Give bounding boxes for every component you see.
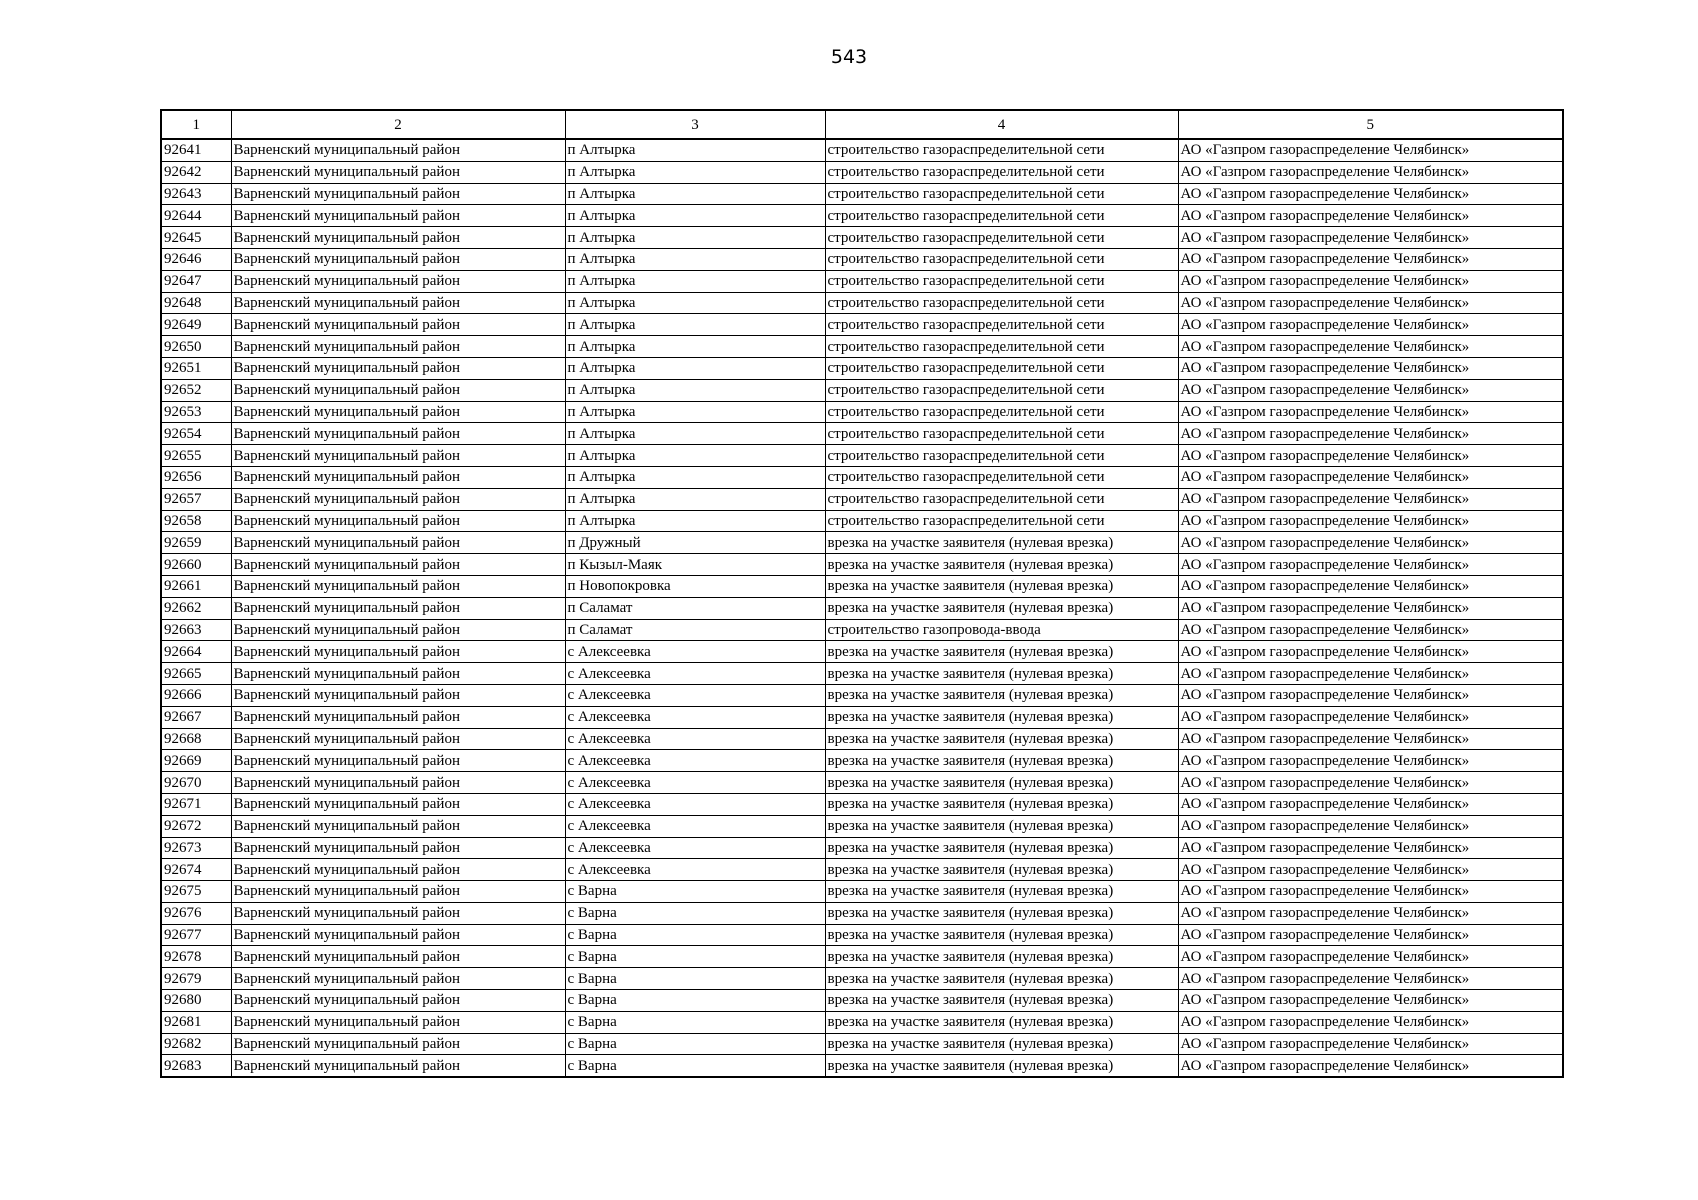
work-type-cell: врезка на участке заявителя (нулевая врезка) (825, 641, 1178, 663)
work-type-cell: врезка на участке заявителя (нулевая врезка) (825, 902, 1178, 924)
organization-cell: АО «Газпром газораспределение Челябинск» (1178, 314, 1563, 336)
table-row (161, 379, 1563, 401)
table-body (161, 139, 1563, 1077)
settlement-cell: с Алексеевка (565, 772, 825, 794)
district-cell: Варненский муниципальный район (231, 314, 565, 336)
settlement-cell: с Алексеевка (565, 815, 825, 837)
table-row (161, 183, 1563, 205)
settlement-cell: п Алтырка (565, 445, 825, 467)
organization-cell: АО «Газпром газораспределение Челябинск» (1178, 401, 1563, 423)
table-row (161, 859, 1563, 881)
table-row (161, 248, 1563, 270)
organization-cell: АО «Газпром газораспределение Челябинск» (1178, 619, 1563, 641)
work-type-cell: врезка на участке заявителя (нулевая врезка) (825, 990, 1178, 1012)
table-row (161, 554, 1563, 576)
table-row (161, 641, 1563, 663)
work-type-cell: врезка на участке заявителя (нулевая врезка) (825, 554, 1178, 576)
district-cell: Варненский муниципальный район (231, 575, 565, 597)
column-header-5: 5 (1178, 110, 1563, 139)
district-cell: Варненский муниципальный район (231, 728, 565, 750)
settlement-cell: п Алтырка (565, 205, 825, 227)
table-row (161, 684, 1563, 706)
district-cell: Варненский муниципальный район (231, 641, 565, 663)
table-row (161, 924, 1563, 946)
column-header-3: 3 (565, 110, 825, 139)
settlement-cell: п Алтырка (565, 139, 825, 161)
settlement-cell: с Алексеевка (565, 706, 825, 728)
organization-cell: АО «Газпром газораспределение Челябинск» (1178, 248, 1563, 270)
settlement-cell: с Варна (565, 881, 825, 903)
organization-cell: АО «Газпром газораспределение Челябинск» (1178, 336, 1563, 358)
settlement-cell: п Алтырка (565, 183, 825, 205)
table-row (161, 336, 1563, 358)
table-row (161, 619, 1563, 641)
organization-cell: АО «Газпром газораспределение Челябинск» (1178, 793, 1563, 815)
organization-cell: АО «Газпром газораспределение Челябинск» (1178, 532, 1563, 554)
work-type-cell: врезка на участке заявителя (нулевая врезка) (825, 968, 1178, 990)
record-number-cell: 92664 (161, 641, 231, 663)
settlement-cell: п Алтырка (565, 292, 825, 314)
table-row (161, 1033, 1563, 1055)
organization-cell: АО «Газпром газораспределение Челябинск» (1178, 1033, 1563, 1055)
work-type-cell: врезка на участке заявителя (нулевая врезка) (825, 575, 1178, 597)
record-number-cell: 92647 (161, 270, 231, 292)
organization-cell: АО «Газпром газораспределение Челябинск» (1178, 706, 1563, 728)
work-type-cell: врезка на участке заявителя (нулевая врезка) (825, 837, 1178, 859)
district-cell: Варненский муниципальный район (231, 990, 565, 1012)
work-type-cell: строительство газораспределительной сети (825, 227, 1178, 249)
organization-cell: АО «Газпром газораспределение Челябинск» (1178, 837, 1563, 859)
work-type-cell: строительство газораспределительной сети (825, 292, 1178, 314)
organization-cell: АО «Газпром газораспределение Челябинск» (1178, 968, 1563, 990)
work-type-cell: строительство газораспределительной сети (825, 488, 1178, 510)
settlement-cell: п Дружный (565, 532, 825, 554)
district-cell: Варненский муниципальный район (231, 706, 565, 728)
organization-cell: АО «Газпром газораспределение Челябинск» (1178, 902, 1563, 924)
organization-cell: АО «Газпром газораспределение Челябинск» (1178, 750, 1563, 772)
table-row (161, 205, 1563, 227)
settlement-cell: п Кызыл-Маяк (565, 554, 825, 576)
table-row (161, 968, 1563, 990)
record-number-cell: 92665 (161, 663, 231, 685)
district-cell: Варненский муниципальный район (231, 881, 565, 903)
table-row (161, 597, 1563, 619)
settlement-cell: с Варна (565, 968, 825, 990)
record-number-cell: 92651 (161, 357, 231, 379)
table-header (161, 110, 1563, 139)
settlement-cell: с Варна (565, 1033, 825, 1055)
district-cell: Варненский муниципальный район (231, 902, 565, 924)
record-number-cell: 92681 (161, 1011, 231, 1033)
organization-cell: АО «Газпром газораспределение Челябинск» (1178, 990, 1563, 1012)
settlement-cell: п Алтырка (565, 314, 825, 336)
table-row (161, 946, 1563, 968)
work-type-cell: строительство газораспределительной сети (825, 139, 1178, 161)
work-type-cell: строительство газораспределительной сети (825, 357, 1178, 379)
page-number: 543 (830, 46, 868, 68)
work-type-cell: врезка на участке заявителя (нулевая врезка) (825, 1033, 1178, 1055)
district-cell: Варненский муниципальный район (231, 597, 565, 619)
settlement-cell: с Алексеевка (565, 728, 825, 750)
work-type-cell: строительство газораспределительной сети (825, 183, 1178, 205)
table-row (161, 750, 1563, 772)
district-cell: Варненский муниципальный район (231, 532, 565, 554)
table-row (161, 423, 1563, 445)
work-type-cell: врезка на участке заявителя (нулевая врезка) (825, 663, 1178, 685)
organization-cell: АО «Газпром газораспределение Челябинск» (1178, 575, 1563, 597)
table-row (161, 401, 1563, 423)
table-row (161, 990, 1563, 1012)
district-cell: Варненский муниципальный район (231, 924, 565, 946)
table-row (161, 314, 1563, 336)
record-number-cell: 92671 (161, 793, 231, 815)
organization-cell: АО «Газпром газораспределение Челябинск» (1178, 1055, 1563, 1077)
record-number-cell: 92669 (161, 750, 231, 772)
settlement-cell: п Алтырка (565, 510, 825, 532)
settlement-cell: с Варна (565, 924, 825, 946)
work-type-cell: врезка на участке заявителя (нулевая врезка) (825, 793, 1178, 815)
header-row (161, 110, 1563, 139)
table-row (161, 1011, 1563, 1033)
record-number-cell: 92654 (161, 423, 231, 445)
record-number-cell: 92641 (161, 139, 231, 161)
record-number-cell: 92655 (161, 445, 231, 467)
district-cell: Варненский муниципальный район (231, 793, 565, 815)
district-cell: Варненский муниципальный район (231, 292, 565, 314)
work-type-cell: строительство газораспределительной сети (825, 445, 1178, 467)
record-number-cell: 92658 (161, 510, 231, 532)
table-row (161, 532, 1563, 554)
settlement-cell: с Алексеевка (565, 859, 825, 881)
table-row (161, 161, 1563, 183)
record-number-cell: 92666 (161, 684, 231, 706)
column-header-4: 4 (825, 110, 1178, 139)
table-row (161, 815, 1563, 837)
table-row (161, 1055, 1563, 1077)
settlement-cell: п Алтырка (565, 161, 825, 183)
record-number-cell: 92662 (161, 597, 231, 619)
district-cell: Варненский муниципальный район (231, 663, 565, 685)
organization-cell: АО «Газпром газораспределение Челябинск» (1178, 510, 1563, 532)
settlement-cell: п Алтырка (565, 423, 825, 445)
settlement-cell: п Саламат (565, 597, 825, 619)
settlement-cell: п Алтырка (565, 270, 825, 292)
table-row (161, 881, 1563, 903)
organization-cell: АО «Газпром газораспределение Челябинск» (1178, 554, 1563, 576)
record-number-cell: 92675 (161, 881, 231, 903)
settlement-cell: с Варна (565, 1055, 825, 1077)
record-number-cell: 92667 (161, 706, 231, 728)
table-row (161, 793, 1563, 815)
work-type-cell: врезка на участке заявителя (нулевая врезка) (825, 532, 1178, 554)
district-cell: Варненский муниципальный район (231, 445, 565, 467)
work-type-cell: врезка на участке заявителя (нулевая врезка) (825, 750, 1178, 772)
district-cell: Варненский муниципальный район (231, 161, 565, 183)
district-cell: Варненский муниципальный район (231, 466, 565, 488)
record-number-cell: 92657 (161, 488, 231, 510)
organization-cell: АО «Газпром газораспределение Челябинск» (1178, 859, 1563, 881)
table-row (161, 292, 1563, 314)
record-number-cell: 92649 (161, 314, 231, 336)
work-type-cell: строительство газораспределительной сети (825, 248, 1178, 270)
organization-cell: АО «Газпром газораспределение Челябинск» (1178, 183, 1563, 205)
record-number-cell: 92678 (161, 946, 231, 968)
table-row (161, 445, 1563, 467)
record-number-cell: 92644 (161, 205, 231, 227)
work-type-cell: врезка на участке заявителя (нулевая врезка) (825, 815, 1178, 837)
table-row (161, 728, 1563, 750)
organization-cell: АО «Газпром газораспределение Челябинск» (1178, 357, 1563, 379)
district-cell: Варненский муниципальный район (231, 336, 565, 358)
record-number-cell: 92674 (161, 859, 231, 881)
record-number-cell: 92656 (161, 466, 231, 488)
work-type-cell: строительство газораспределительной сети (825, 423, 1178, 445)
work-type-cell: врезка на участке заявителя (нулевая врезка) (825, 772, 1178, 794)
work-type-cell: врезка на участке заявителя (нулевая врезка) (825, 924, 1178, 946)
record-number-cell: 92646 (161, 248, 231, 270)
work-type-cell: врезка на участке заявителя (нулевая врезка) (825, 881, 1178, 903)
organization-cell: АО «Газпром газораспределение Челябинск» (1178, 466, 1563, 488)
settlement-cell: п Новопокровка (565, 575, 825, 597)
work-type-cell: врезка на участке заявителя (нулевая врезка) (825, 859, 1178, 881)
district-cell: Варненский муниципальный район (231, 684, 565, 706)
table-row (161, 837, 1563, 859)
record-number-cell: 92682 (161, 1033, 231, 1055)
table-row (161, 663, 1563, 685)
table-row (161, 575, 1563, 597)
table-row (161, 466, 1563, 488)
record-number-cell: 92643 (161, 183, 231, 205)
district-cell: Варненский муниципальный район (231, 946, 565, 968)
work-type-cell: врезка на участке заявителя (нулевая врезка) (825, 684, 1178, 706)
record-number-cell: 92642 (161, 161, 231, 183)
settlement-cell: п Алтырка (565, 227, 825, 249)
table-row (161, 270, 1563, 292)
record-number-cell: 92663 (161, 619, 231, 641)
table-row (161, 139, 1563, 161)
district-cell: Варненский муниципальный район (231, 510, 565, 532)
record-number-cell: 92668 (161, 728, 231, 750)
district-cell: Варненский муниципальный район (231, 270, 565, 292)
record-number-cell: 92673 (161, 837, 231, 859)
organization-cell: АО «Газпром газораспределение Челябинск» (1178, 946, 1563, 968)
district-cell: Варненский муниципальный район (231, 379, 565, 401)
table-row (161, 772, 1563, 794)
settlement-cell: с Алексеевка (565, 837, 825, 859)
column-header-1: 1 (161, 110, 231, 139)
registry-table (160, 109, 1564, 1078)
district-cell: Варненский муниципальный район (231, 750, 565, 772)
record-number-cell: 92680 (161, 990, 231, 1012)
record-number-cell: 92670 (161, 772, 231, 794)
district-cell: Варненский муниципальный район (231, 183, 565, 205)
settlement-cell: с Алексеевка (565, 641, 825, 663)
record-number-cell: 92679 (161, 968, 231, 990)
record-number-cell: 92683 (161, 1055, 231, 1077)
district-cell: Варненский муниципальный район (231, 619, 565, 641)
table-row (161, 227, 1563, 249)
settlement-cell: п Алтырка (565, 466, 825, 488)
organization-cell: АО «Газпром газораспределение Челябинск» (1178, 728, 1563, 750)
table-row (161, 510, 1563, 532)
district-cell: Варненский муниципальный район (231, 968, 565, 990)
district-cell: Варненский муниципальный район (231, 357, 565, 379)
district-cell: Варненский муниципальный район (231, 1011, 565, 1033)
column-header-2: 2 (231, 110, 565, 139)
record-number-cell: 92676 (161, 902, 231, 924)
district-cell: Варненский муниципальный район (231, 1033, 565, 1055)
district-cell: Варненский муниципальный район (231, 248, 565, 270)
work-type-cell: врезка на участке заявителя (нулевая врезка) (825, 597, 1178, 619)
organization-cell: АО «Газпром газораспределение Челябинск» (1178, 663, 1563, 685)
work-type-cell: врезка на участке заявителя (нулевая врезка) (825, 728, 1178, 750)
settlement-cell: с Алексеевка (565, 793, 825, 815)
table-row (161, 488, 1563, 510)
district-cell: Варненский муниципальный район (231, 227, 565, 249)
record-number-cell: 92672 (161, 815, 231, 837)
work-type-cell: строительство газораспределительной сети (825, 401, 1178, 423)
record-number-cell: 92661 (161, 575, 231, 597)
record-number-cell: 92677 (161, 924, 231, 946)
work-type-cell: строительство газораспределительной сети (825, 161, 1178, 183)
work-type-cell: строительство газораспределительной сети (825, 379, 1178, 401)
settlement-cell: п Алтырка (565, 248, 825, 270)
organization-cell: АО «Газпром газораспределение Челябинск» (1178, 270, 1563, 292)
settlement-cell: п Алтырка (565, 488, 825, 510)
district-cell: Варненский муниципальный район (231, 139, 565, 161)
work-type-cell: строительство газораспределительной сети (825, 510, 1178, 532)
work-type-cell: строительство газораспределительной сети (825, 466, 1178, 488)
district-cell: Варненский муниципальный район (231, 401, 565, 423)
organization-cell: АО «Газпром газораспределение Челябинск» (1178, 139, 1563, 161)
settlement-cell: с Варна (565, 990, 825, 1012)
district-cell: Варненский муниципальный район (231, 772, 565, 794)
settlement-cell: с Алексеевка (565, 663, 825, 685)
settlement-cell: п Алтырка (565, 401, 825, 423)
table-row (161, 902, 1563, 924)
organization-cell: АО «Газпром газораспределение Челябинск» (1178, 488, 1563, 510)
work-type-cell: строительство газораспределительной сети (825, 314, 1178, 336)
record-number-cell: 92660 (161, 554, 231, 576)
record-number-cell: 92659 (161, 532, 231, 554)
record-number-cell: 92653 (161, 401, 231, 423)
organization-cell: АО «Газпром газораспределение Челябинск» (1178, 161, 1563, 183)
settlement-cell: п Алтырка (565, 336, 825, 358)
work-type-cell: врезка на участке заявителя (нулевая врезка) (825, 946, 1178, 968)
district-cell: Варненский муниципальный район (231, 859, 565, 881)
organization-cell: АО «Газпром газораспределение Челябинск» (1178, 815, 1563, 837)
table-row (161, 706, 1563, 728)
organization-cell: АО «Газпром газораспределение Челябинск» (1178, 772, 1563, 794)
district-cell: Варненский муниципальный район (231, 1055, 565, 1077)
district-cell: Варненский муниципальный район (231, 488, 565, 510)
organization-cell: АО «Газпром газораспределение Челябинск» (1178, 205, 1563, 227)
settlement-cell: с Алексеевка (565, 750, 825, 772)
organization-cell: АО «Газпром газораспределение Челябинск» (1178, 684, 1563, 706)
settlement-cell: с Варна (565, 946, 825, 968)
work-type-cell: строительство газопровода-ввода (825, 619, 1178, 641)
organization-cell: АО «Газпром газораспределение Челябинск» (1178, 379, 1563, 401)
work-type-cell: строительство газораспределительной сети (825, 336, 1178, 358)
work-type-cell: врезка на участке заявителя (нулевая врезка) (825, 1055, 1178, 1077)
settlement-cell: с Алексеевка (565, 684, 825, 706)
work-type-cell: строительство газораспределительной сети (825, 270, 1178, 292)
district-cell: Варненский муниципальный район (231, 205, 565, 227)
record-number-cell: 92652 (161, 379, 231, 401)
district-cell: Варненский муниципальный район (231, 815, 565, 837)
district-cell: Варненский муниципальный район (231, 837, 565, 859)
settlement-cell: п Алтырка (565, 379, 825, 401)
organization-cell: АО «Газпром газораспределение Челябинск» (1178, 641, 1563, 663)
organization-cell: АО «Газпром газораспределение Челябинск» (1178, 423, 1563, 445)
district-cell: Варненский муниципальный район (231, 554, 565, 576)
settlement-cell: с Варна (565, 902, 825, 924)
work-type-cell: врезка на участке заявителя (нулевая врезка) (825, 706, 1178, 728)
record-number-cell: 92645 (161, 227, 231, 249)
work-type-cell: строительство газораспределительной сети (825, 205, 1178, 227)
record-number-cell: 92648 (161, 292, 231, 314)
settlement-cell: п Саламат (565, 619, 825, 641)
organization-cell: АО «Газпром газораспределение Челябинск» (1178, 924, 1563, 946)
work-type-cell: врезка на участке заявителя (нулевая врезка) (825, 1011, 1178, 1033)
record-number-cell: 92650 (161, 336, 231, 358)
district-cell: Варненский муниципальный район (231, 423, 565, 445)
organization-cell: АО «Газпром газораспределение Челябинск» (1178, 445, 1563, 467)
settlement-cell: п Алтырка (565, 357, 825, 379)
organization-cell: АО «Газпром газораспределение Челябинск» (1178, 227, 1563, 249)
organization-cell: АО «Газпром газораспределение Челябинск» (1178, 1011, 1563, 1033)
table-row (161, 357, 1563, 379)
organization-cell: АО «Газпром газораспределение Челябинск» (1178, 292, 1563, 314)
organization-cell: АО «Газпром газораспределение Челябинск» (1178, 881, 1563, 903)
organization-cell: АО «Газпром газораспределение Челябинск» (1178, 597, 1563, 619)
settlement-cell: с Варна (565, 1011, 825, 1033)
